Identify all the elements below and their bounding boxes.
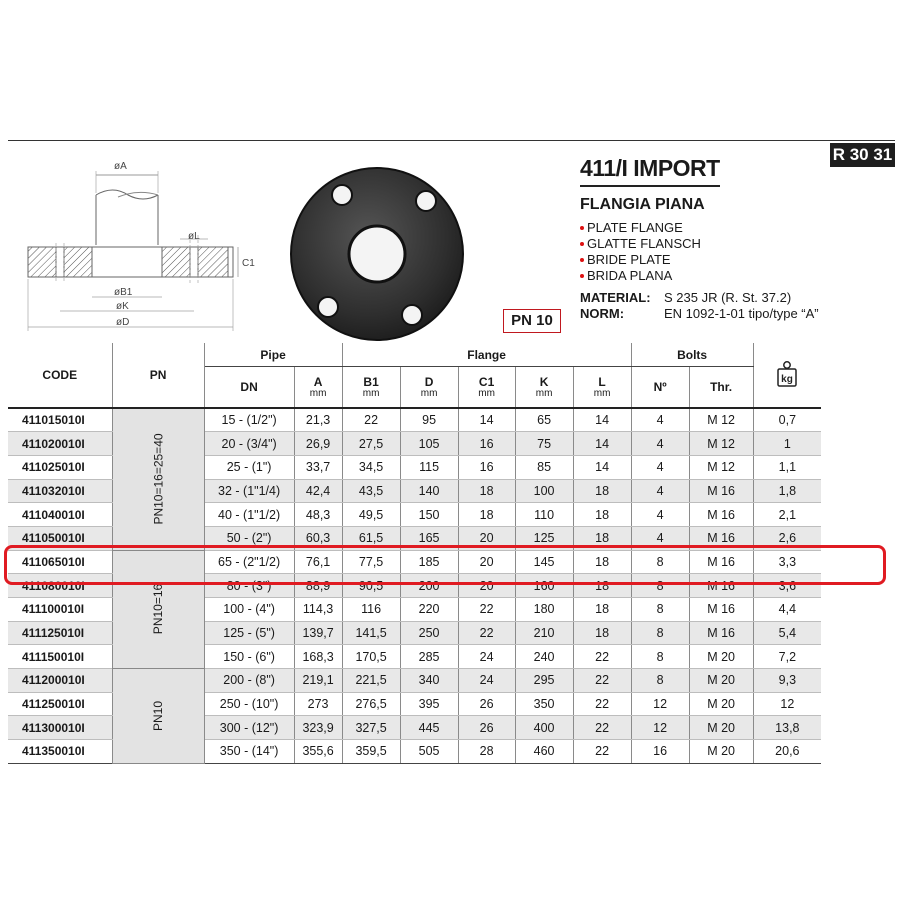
row-d: 165	[400, 526, 458, 550]
translation-item: BRIDE PLATE	[580, 252, 701, 268]
row-dn: 150 - (6")	[204, 645, 294, 669]
row-k: 350	[515, 692, 573, 716]
row-l: 14	[573, 432, 631, 456]
row-d: 220	[400, 598, 458, 622]
row-d: 200	[400, 574, 458, 598]
row-a: 33,7	[294, 455, 342, 479]
header-weight	[753, 343, 821, 408]
row-n: 4	[631, 526, 689, 550]
row-b1: 77,5	[342, 550, 400, 574]
row-d: 445	[400, 716, 458, 740]
row-kg: 0,7	[753, 408, 821, 432]
row-dn: 350 - (14")	[204, 740, 294, 764]
row-kg: 4,4	[753, 598, 821, 622]
row-a: 114,3	[294, 598, 342, 622]
row-code: 411350010I	[8, 740, 112, 764]
row-kg: 13,8	[753, 716, 821, 740]
row-c1: 24	[458, 669, 515, 693]
row-thr: M 20	[689, 740, 753, 764]
dim-b1-label: øB1	[114, 287, 133, 298]
row-code: 411025010I	[8, 455, 112, 479]
row-a: 168,3	[294, 645, 342, 669]
row-dn: 40 - (1"1/2)	[204, 503, 294, 527]
header-code: CODE	[8, 343, 112, 408]
material-label: MATERIAL:	[580, 290, 651, 305]
row-n: 4	[631, 479, 689, 503]
row-k: 145	[515, 550, 573, 574]
row-b1: 27,5	[342, 432, 400, 456]
row-c1: 20	[458, 550, 515, 574]
row-dn: 32 - (1"1/4)	[204, 479, 294, 503]
material-specs	[580, 290, 819, 322]
row-thr: M 16	[689, 503, 753, 527]
row-dn: 15 - (1/2")	[204, 408, 294, 432]
row-l: 22	[573, 692, 631, 716]
row-c1: 14	[458, 408, 515, 432]
header-d: D mm	[400, 367, 458, 409]
header-flange: Flange	[342, 343, 631, 367]
row-dn: 25 - (1")	[204, 455, 294, 479]
row-n: 8	[631, 621, 689, 645]
row-kg: 7,2	[753, 645, 821, 669]
row-d: 185	[400, 550, 458, 574]
row-k: 240	[515, 645, 573, 669]
row-kg: 20,6	[753, 740, 821, 764]
row-dn: 65 - (2"1/2)	[204, 550, 294, 574]
bullet-icon	[580, 226, 584, 230]
row-b1: 61,5	[342, 526, 400, 550]
row-k: 125	[515, 526, 573, 550]
row-b1: 221,5	[342, 669, 400, 693]
row-a: 42,4	[294, 479, 342, 503]
row-k: 110	[515, 503, 573, 527]
row-n: 16	[631, 740, 689, 764]
row-thr: M 20	[689, 716, 753, 740]
row-code: 411250010I	[8, 692, 112, 716]
row-dn: 125 - (5")	[204, 621, 294, 645]
row-code: 411300010I	[8, 716, 112, 740]
header-thr: Thr.	[689, 367, 753, 409]
row-thr: M 12	[689, 432, 753, 456]
row-d: 250	[400, 621, 458, 645]
row-d: 105	[400, 432, 458, 456]
translations-list	[580, 220, 701, 284]
row-a: 88,9	[294, 574, 342, 598]
row-d: 150	[400, 503, 458, 527]
row-code: 411050010I	[8, 526, 112, 550]
row-a: 60,3	[294, 526, 342, 550]
row-c1: 20	[458, 526, 515, 550]
row-n: 8	[631, 645, 689, 669]
row-kg: 1	[753, 432, 821, 456]
row-thr: M 16	[689, 598, 753, 622]
svg-text:kg: kg	[781, 373, 794, 385]
table-row	[8, 669, 821, 693]
row-a: 273	[294, 692, 342, 716]
row-dn: 80 - (3")	[204, 574, 294, 598]
bullet-icon	[580, 242, 584, 246]
dim-d-label: øD	[116, 317, 130, 328]
row-dn: 50 - (2")	[204, 526, 294, 550]
row-thr: M 12	[689, 455, 753, 479]
row-b1: 43,5	[342, 479, 400, 503]
flange-photo-icon	[288, 165, 466, 343]
pn-group-cell: PN10=16	[112, 550, 204, 668]
header-l: L mm	[573, 367, 631, 409]
row-b1: 34,5	[342, 455, 400, 479]
row-b1: 141,5	[342, 621, 400, 645]
row-a: 139,7	[294, 621, 342, 645]
row-thr: M 20	[689, 645, 753, 669]
row-thr: M 20	[689, 669, 753, 693]
row-k: 160	[515, 574, 573, 598]
row-l: 18	[573, 479, 631, 503]
table-row	[8, 408, 821, 432]
row-k: 65	[515, 408, 573, 432]
row-k: 460	[515, 740, 573, 764]
row-l: 18	[573, 526, 631, 550]
row-b1: 327,5	[342, 716, 400, 740]
row-d: 140	[400, 479, 458, 503]
row-l: 18	[573, 550, 631, 574]
weight-icon	[775, 360, 799, 388]
row-thr: M 12	[689, 408, 753, 432]
row-code: 411032010I	[8, 479, 112, 503]
product-subtitle: FLANGIA PIANA	[580, 196, 705, 213]
row-c1: 18	[458, 479, 515, 503]
row-k: 295	[515, 669, 573, 693]
row-b1: 359,5	[342, 740, 400, 764]
row-l: 18	[573, 503, 631, 527]
row-n: 8	[631, 550, 689, 574]
row-b1: 22	[342, 408, 400, 432]
row-kg: 3,3	[753, 550, 821, 574]
row-l: 18	[573, 621, 631, 645]
row-n: 8	[631, 669, 689, 693]
row-kg: 5,4	[753, 621, 821, 645]
row-l: 14	[573, 408, 631, 432]
row-c1: 22	[458, 621, 515, 645]
row-c1: 28	[458, 740, 515, 764]
row-code: 411015010I	[8, 408, 112, 432]
row-n: 4	[631, 408, 689, 432]
row-l: 22	[573, 645, 631, 669]
bullet-icon	[580, 274, 584, 278]
row-c1: 26	[458, 716, 515, 740]
header-no: Nº	[631, 367, 689, 409]
row-n: 4	[631, 432, 689, 456]
row-code: 411100010I	[8, 598, 112, 622]
row-n: 4	[631, 455, 689, 479]
row-kg: 12	[753, 692, 821, 716]
row-code: 411200010I	[8, 669, 112, 693]
row-a: 21,3	[294, 408, 342, 432]
row-c1: 26	[458, 692, 515, 716]
row-dn: 250 - (10")	[204, 692, 294, 716]
row-thr: M 20	[689, 692, 753, 716]
row-k: 100	[515, 479, 573, 503]
row-l: 18	[573, 574, 631, 598]
flange-drawing-icon	[18, 155, 258, 335]
top-rule	[8, 140, 895, 141]
header-pipe: Pipe	[204, 343, 342, 367]
row-b1: 90,5	[342, 574, 400, 598]
row-n: 12	[631, 692, 689, 716]
row-l: 22	[573, 740, 631, 764]
row-thr: M 16	[689, 526, 753, 550]
row-kg: 1,8	[753, 479, 821, 503]
row-c1: 18	[458, 503, 515, 527]
row-a: 76,1	[294, 550, 342, 574]
row-kg: 9,3	[753, 669, 821, 693]
translation-item: BRIDA PLANA	[580, 268, 701, 284]
material-value: S 235 JR (R. St. 37.2)	[664, 290, 792, 305]
row-thr: M 16	[689, 621, 753, 645]
row-k: 85	[515, 455, 573, 479]
norm-value: EN 1092-1-01 tipo/type “A”	[664, 306, 819, 321]
row-n: 12	[631, 716, 689, 740]
row-code: 411080010I	[8, 574, 112, 598]
dim-a-label: øA	[114, 161, 127, 172]
row-n: 8	[631, 598, 689, 622]
row-thr: M 16	[689, 479, 753, 503]
row-l: 22	[573, 716, 631, 740]
row-dn: 300 - (12")	[204, 716, 294, 740]
dim-c1-label: C1	[242, 258, 255, 269]
row-b1: 116	[342, 598, 400, 622]
row-c1: 22	[458, 598, 515, 622]
row-k: 400	[515, 716, 573, 740]
header-bolts: Bolts	[631, 343, 753, 367]
translation-item: GLATTE FLANSCH	[580, 236, 701, 252]
row-thr: M 16	[689, 550, 753, 574]
row-kg: 1,1	[753, 455, 821, 479]
product-title: 411/I IMPORT	[580, 155, 720, 187]
row-b1: 170,5	[342, 645, 400, 669]
row-d: 115	[400, 455, 458, 479]
row-code: 411040010I	[8, 503, 112, 527]
bullet-icon	[580, 258, 584, 262]
pn-group-cell: PN10	[112, 669, 204, 764]
highlighted-row-outline	[4, 545, 886, 585]
row-c1: 20	[458, 574, 515, 598]
header-dn: DN	[204, 367, 294, 409]
pn-group-cell: PN10=16=25=40	[112, 408, 204, 550]
row-kg: 3,6	[753, 574, 821, 598]
row-a: 219,1	[294, 669, 342, 693]
header-a: A mm	[294, 367, 342, 409]
row-l: 14	[573, 455, 631, 479]
row-kg: 2,6	[753, 526, 821, 550]
norm-label: NORM:	[580, 306, 625, 321]
row-k: 180	[515, 598, 573, 622]
row-d: 395	[400, 692, 458, 716]
row-a: 355,6	[294, 740, 342, 764]
row-b1: 276,5	[342, 692, 400, 716]
row-c1: 16	[458, 432, 515, 456]
header-b1: B1 mm	[342, 367, 400, 409]
row-dn: 100 - (4")	[204, 598, 294, 622]
row-l: 18	[573, 598, 631, 622]
row-l: 22	[573, 669, 631, 693]
translation-item: PLATE FLANGE	[580, 220, 701, 236]
dim-k-label: øK	[116, 301, 129, 312]
row-dn: 20 - (3/4")	[204, 432, 294, 456]
row-n: 4	[631, 503, 689, 527]
row-code: 411020010I	[8, 432, 112, 456]
row-k: 210	[515, 621, 573, 645]
row-a: 323,9	[294, 716, 342, 740]
row-d: 340	[400, 669, 458, 693]
row-c1: 16	[458, 455, 515, 479]
row-a: 48,3	[294, 503, 342, 527]
row-code: 411065010I	[8, 550, 112, 574]
section-code-badge: R 30 31	[830, 143, 895, 167]
header-k: K mm	[515, 367, 573, 409]
row-kg: 2,1	[753, 503, 821, 527]
pn-badge: PN 10	[503, 309, 561, 333]
row-thr: M 16	[689, 574, 753, 598]
header-c1: C1 mm	[458, 367, 515, 409]
row-dn: 200 - (8")	[204, 669, 294, 693]
row-d: 285	[400, 645, 458, 669]
row-k: 75	[515, 432, 573, 456]
row-c1: 24	[458, 645, 515, 669]
row-d: 505	[400, 740, 458, 764]
row-code: 411150010I	[8, 645, 112, 669]
row-code: 411125010I	[8, 621, 112, 645]
row-a: 26,9	[294, 432, 342, 456]
row-d: 95	[400, 408, 458, 432]
row-n: 8	[631, 574, 689, 598]
row-b1: 49,5	[342, 503, 400, 527]
header-pn: PN	[112, 343, 204, 408]
dim-l-label: øL	[188, 231, 200, 242]
